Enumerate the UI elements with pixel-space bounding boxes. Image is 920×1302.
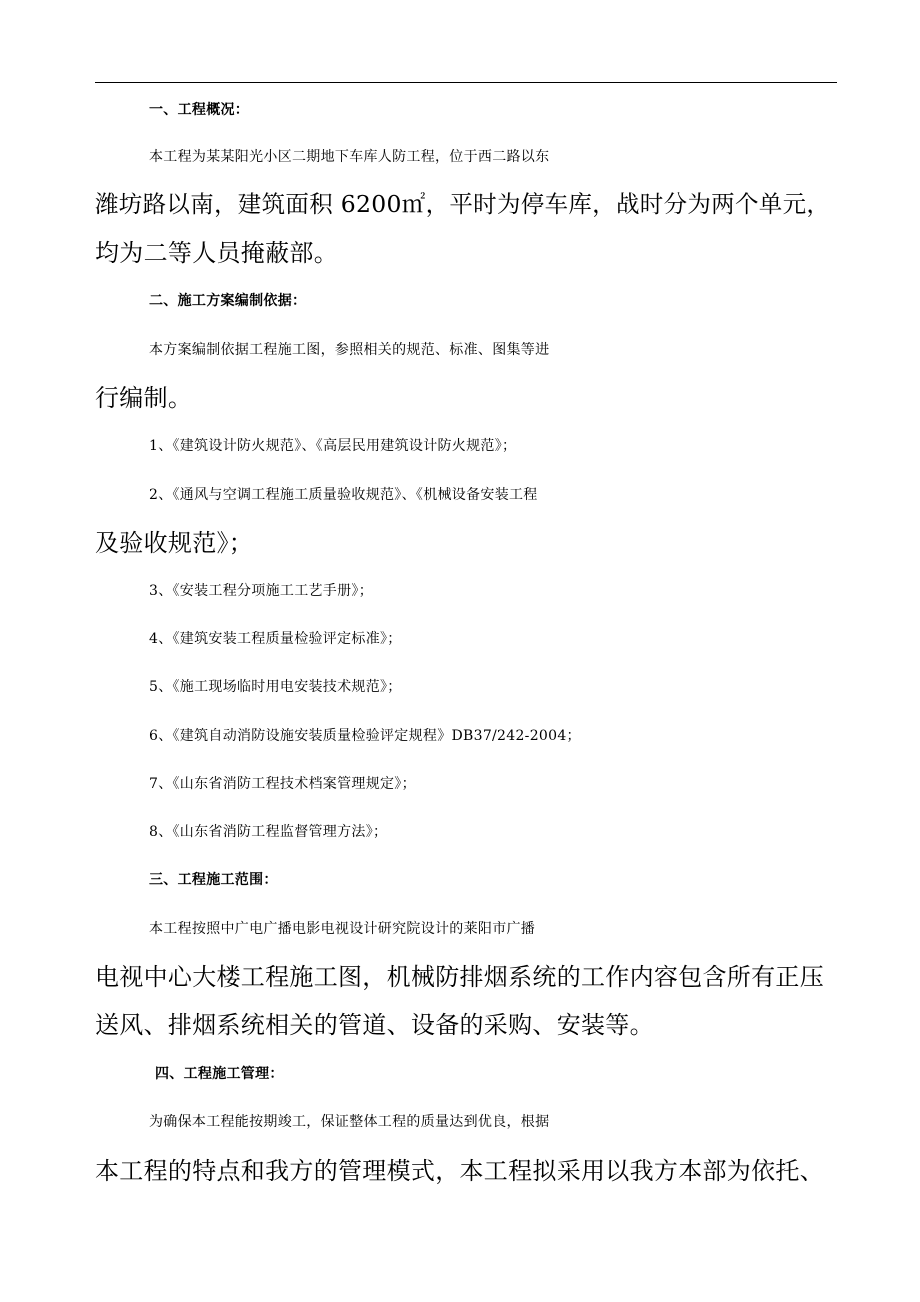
section-heading-basis: 二、施工方案编制依据： <box>149 293 307 309</box>
list-item: 8、《山东省消防工程监督管理方法》； <box>149 824 388 840</box>
paragraph-line: 本工程为某某阳光小区二期地下车库人防工程，位于西二路以东 <box>149 149 550 165</box>
list-item: 4、《建筑安装工程质量检验评定标准》； <box>149 631 402 647</box>
paragraph-line: 电视中心大楼工程施工图，机械防排烟系统的工作内容包含所有正压 <box>95 963 824 991</box>
list-item: 7、《山东省消防工程技术档案管理规定》； <box>149 776 416 792</box>
list-item: 6、《建筑自动消防设施安装质量检验评定规程》DB37/242-2004； <box>149 728 581 744</box>
header-rule <box>95 82 837 83</box>
list-item: 5、《施工现场临时用电安装技术规范》； <box>149 679 402 695</box>
section-heading-management: 四、工程施工管理： <box>155 1066 284 1082</box>
list-item: 3、《安装工程分项施工工艺手册》； <box>149 583 374 599</box>
section-heading-overview: 一、工程概况： <box>149 102 250 118</box>
paragraph-line: 潍坊路以南，建筑面积 6200㎡，平时为停车库，战时分为两个单元， <box>95 190 831 218</box>
paragraph-line: 行编制。 <box>95 384 193 412</box>
paragraph-line: 本工程的特点和我方的管理模式，本工程拟采用以我方本部为依托、 <box>95 1157 824 1185</box>
paragraph-line: 为确保本工程能按期竣工，保证整体工程的质量达到优良，根据 <box>149 1114 550 1130</box>
paragraph-line: 本方案编制依据工程施工图，参照相关的规范、标准、图集等进 <box>149 342 550 358</box>
list-item: 1、《建筑设计防火规范》、《高层民用建筑设计防火规范》； <box>149 438 517 454</box>
list-item: 2、《通风与空调工程施工质量验收规范》、《机械设备安装工程 <box>149 487 538 503</box>
paragraph-line: 均为二等人员掩蔽部。 <box>95 239 338 267</box>
section-heading-scope: 三、工程施工范围： <box>149 872 278 888</box>
paragraph-line: 送风、排烟系统相关的管道、设备的采购、安装等。 <box>95 1011 654 1039</box>
paragraph-line: 本工程按照中广电广播电影电视设计研究院设计的莱阳市广播 <box>149 921 536 937</box>
list-item-continuation: 及验收规范》； <box>95 529 254 557</box>
